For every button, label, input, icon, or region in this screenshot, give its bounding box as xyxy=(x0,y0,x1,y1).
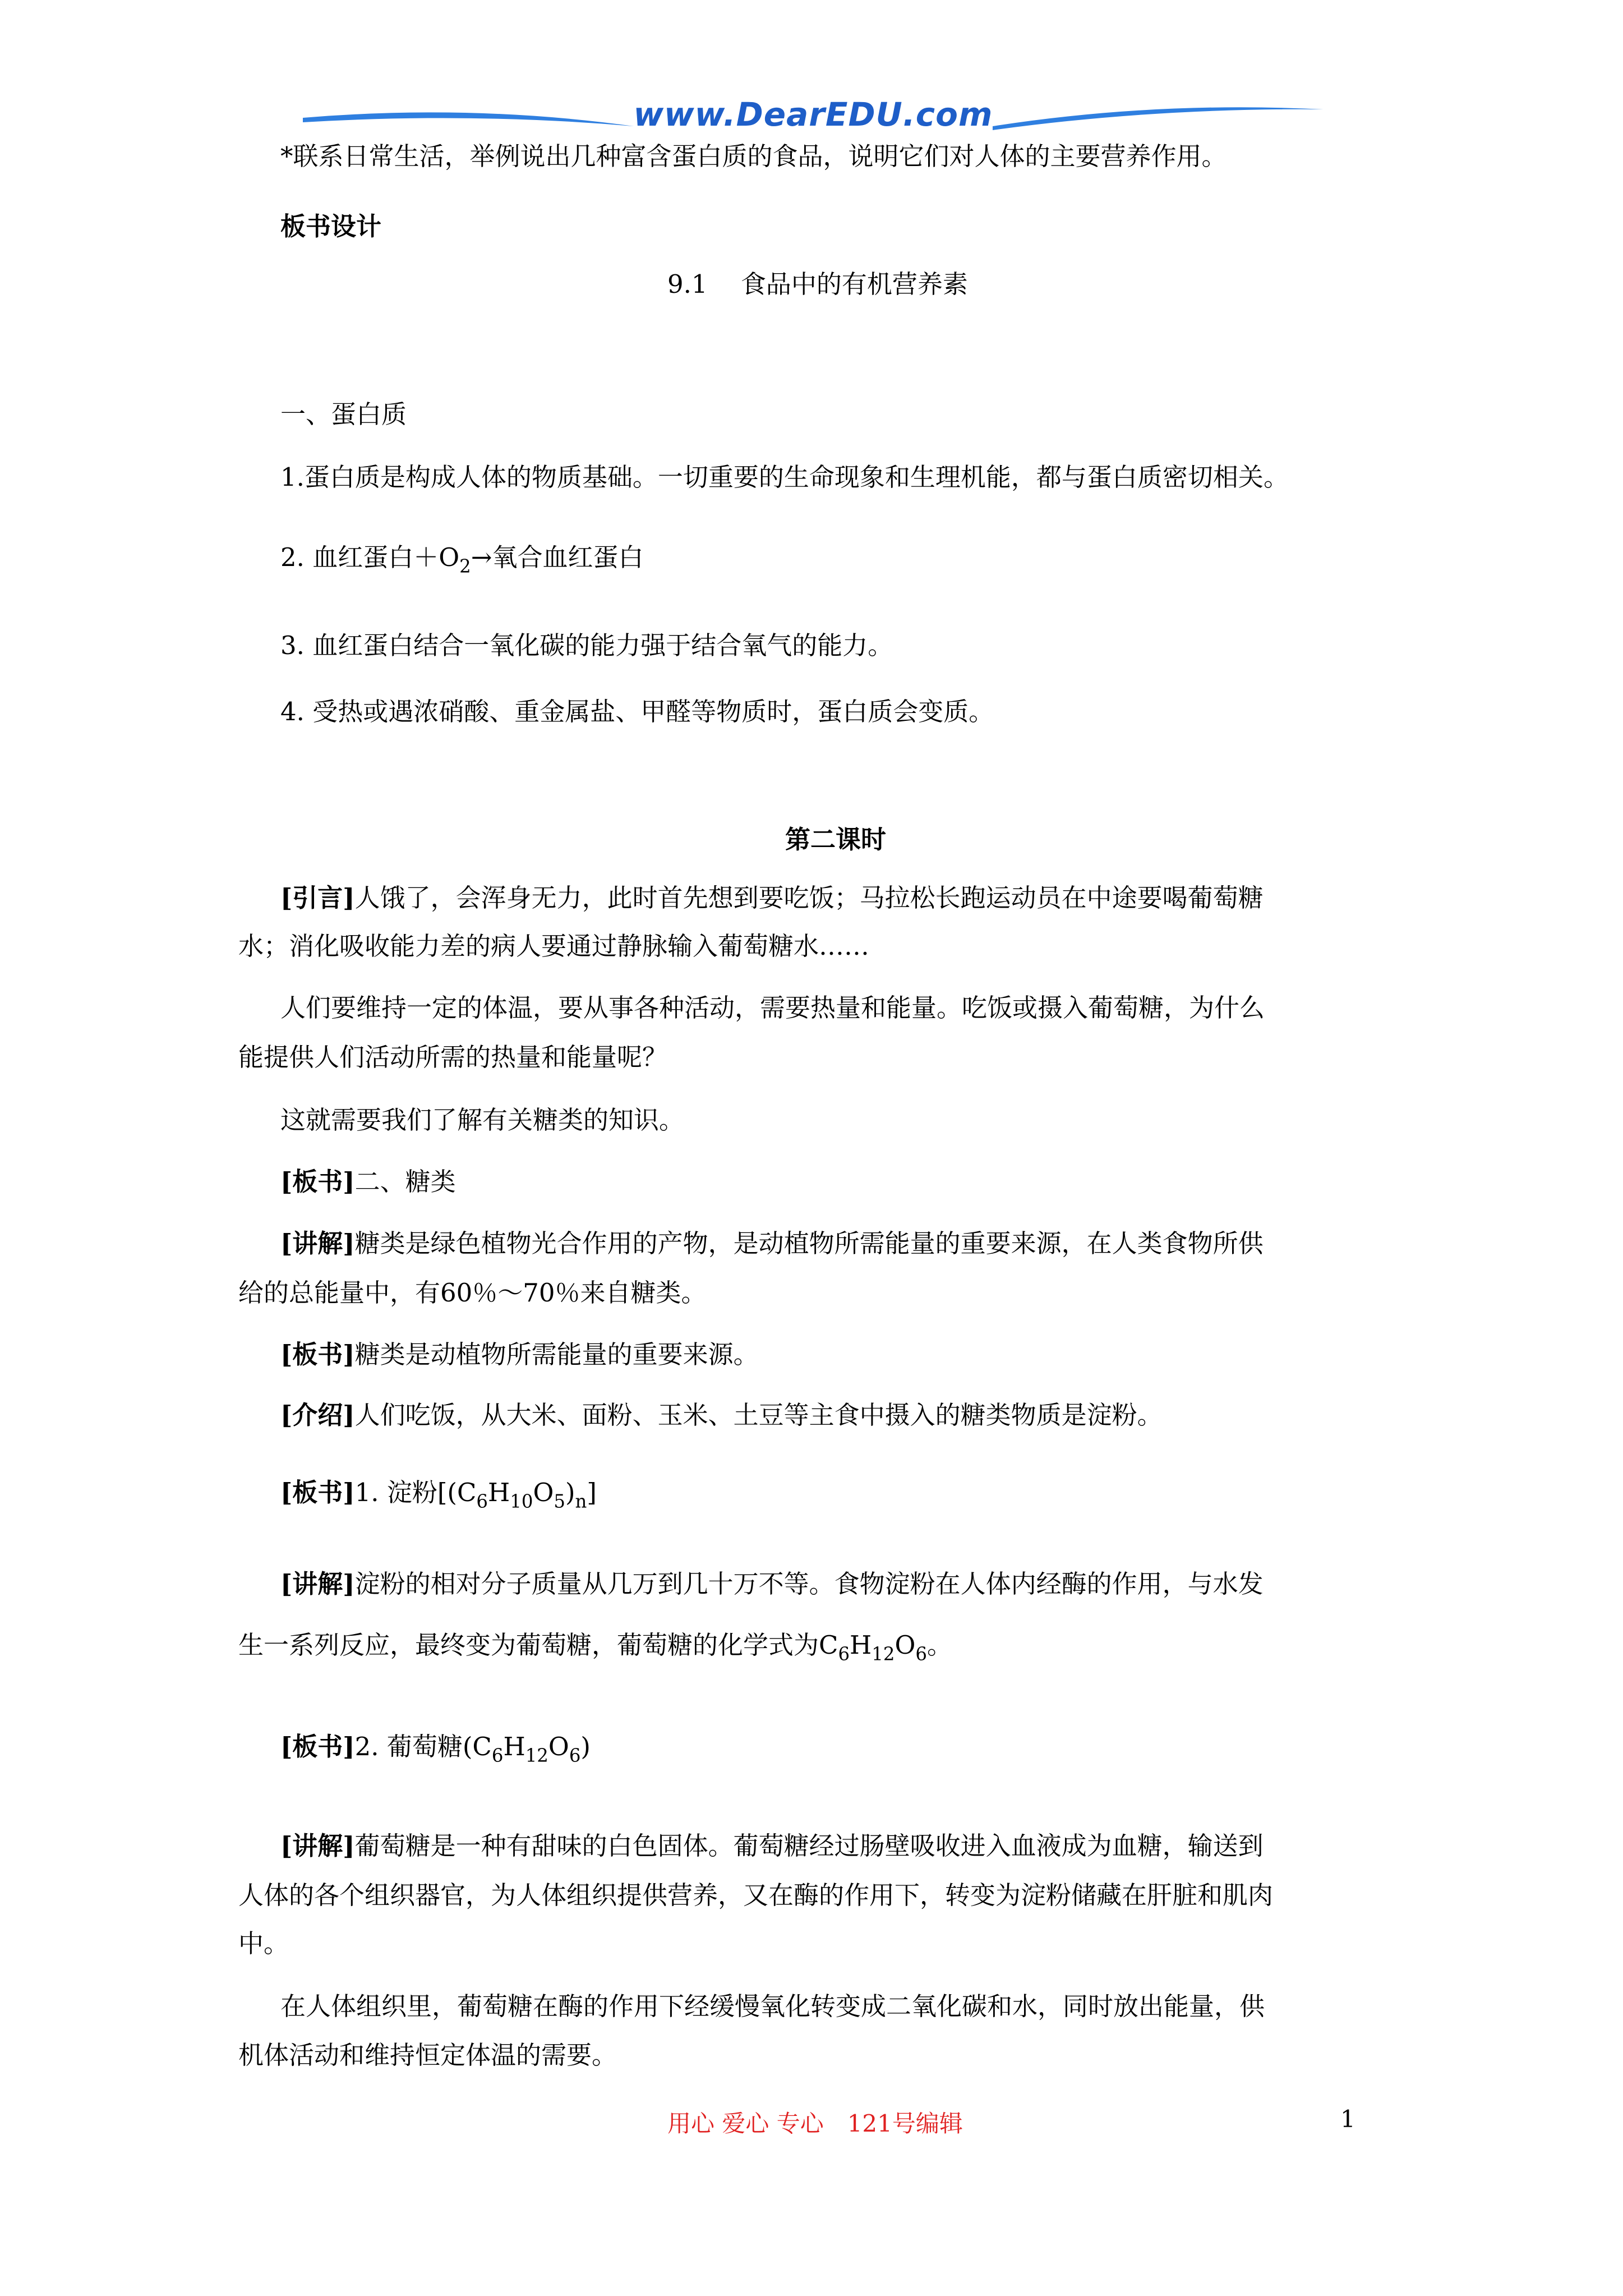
intro-line-1: [引言]人饿了，会浑身无力，此时首先想到要吃饭；马拉松长跑运动员在中途要喝葡萄糖 xyxy=(280,883,1264,913)
intro-line-2: 水；消化吸收能力差的病人要通过静脉输入葡萄糖水…… xyxy=(238,931,870,961)
protein-point-4: 4. 受热或遇浓硝酸、重金属盐、甲醛等物质时，蛋白质会变质。 xyxy=(280,697,994,726)
board-line-energy: [板书]糖类是动植物所需能量的重要来源。 xyxy=(280,1340,759,1369)
header-logo xyxy=(303,95,1324,146)
board-title: 9.1 食品中的有机营养素 xyxy=(667,269,968,299)
explain-glucose-2: 人体的各个组织器官，为人体组织提供营养，又在酶的作用下，转变为淀粉储藏在肝脏和肌肉 xyxy=(238,1880,1274,1910)
protein-point-2: 2. 血红蛋白$+O_2\to$氧合血红蛋白 xyxy=(280,542,644,577)
explain-glucose-1: [讲解]葡萄糖是一种有甜味的白色固体。葡萄糖经过肠壁吸收进入血液成为血糖，输送到 xyxy=(280,1831,1264,1861)
para-line-3: 这就需要我们了解有关糖类的知识。 xyxy=(280,1105,685,1135)
footer-text: 用心 爱心 专心 121号编辑 xyxy=(667,2110,963,2137)
page-footer xyxy=(0,2105,1623,2139)
page-number: 1 xyxy=(1340,2105,1355,2133)
explain-starch-1: [讲解]淀粉的相对分子质量从几万到几十万不等。食物淀粉在人体内经酶的作用，与水发 xyxy=(280,1569,1264,1599)
explain-line-1: [讲解]糖类是绿色植物光合作用的产物，是动植物所需能量的重要来源，在人类食物所供 xyxy=(280,1228,1264,1258)
explain-line-2: 给的总能量中，有60％～70％来自糖类。 xyxy=(238,1278,707,1308)
para-line-2: 能提供人们活动所需的热量和能量呢？ xyxy=(238,1042,668,1072)
board-starch-formula: [板书]1. 淀粉$[(C_6H_{10}O_5)_n]$ xyxy=(280,1478,597,1512)
glucose-para-1: 在人体组织里，葡萄糖在酶的作用下经缓慢氧化转变成二氧化碳和水，同时放出能量，供 xyxy=(280,1991,1265,2021)
para-line-1: 人们要维持一定的体温，要从事各种活动，需要热量和能量。吃饭或摄入葡萄糖，为什么 xyxy=(280,993,1265,1023)
section-heading: 板书设计 xyxy=(280,211,382,241)
header-swoosh-left-icon xyxy=(303,101,639,140)
board-glucose-formula: [板书]2. 葡萄糖$(C_6H_{12}O_6)$ xyxy=(280,1732,591,1766)
protein-point-1: 1.蛋白质是构成人体的物质基础。一切重要的生命现象和生理机能，都与蛋白质密切相关。 xyxy=(280,462,1289,492)
header-swoosh-right-icon xyxy=(987,101,1324,140)
lesson-heading: 第二课时 xyxy=(785,825,887,854)
objective-line: *联系日常生活，举例说出几种富含蛋白质的食品，说明它们对人体的主要营养作用。 xyxy=(280,141,1227,171)
protein-heading: 一、蛋白质 xyxy=(280,399,407,429)
explain-starch-2: 生一系列反应，最终变为葡萄糖，葡萄糖的化学式为$C_6H_{12}O_6$。 xyxy=(238,1630,953,1665)
board-sugar-heading: [板书]二、糖类 xyxy=(280,1167,456,1197)
explain-glucose-3: 中。 xyxy=(238,1929,289,1958)
intro-starch: [介绍]人们吃饭，从大米、面粉、玉米、土豆等主食中摄入的糖类物质是淀粉。 xyxy=(280,1400,1163,1430)
glucose-para-2: 机体活动和维持恒定体温的需要。 xyxy=(238,2040,617,2070)
site-logo-text: www.DearEDU.com xyxy=(633,95,993,134)
protein-point-3: 3. 血红蛋白结合一氧化碳的能力强于结合氧气的能力。 xyxy=(280,631,893,660)
